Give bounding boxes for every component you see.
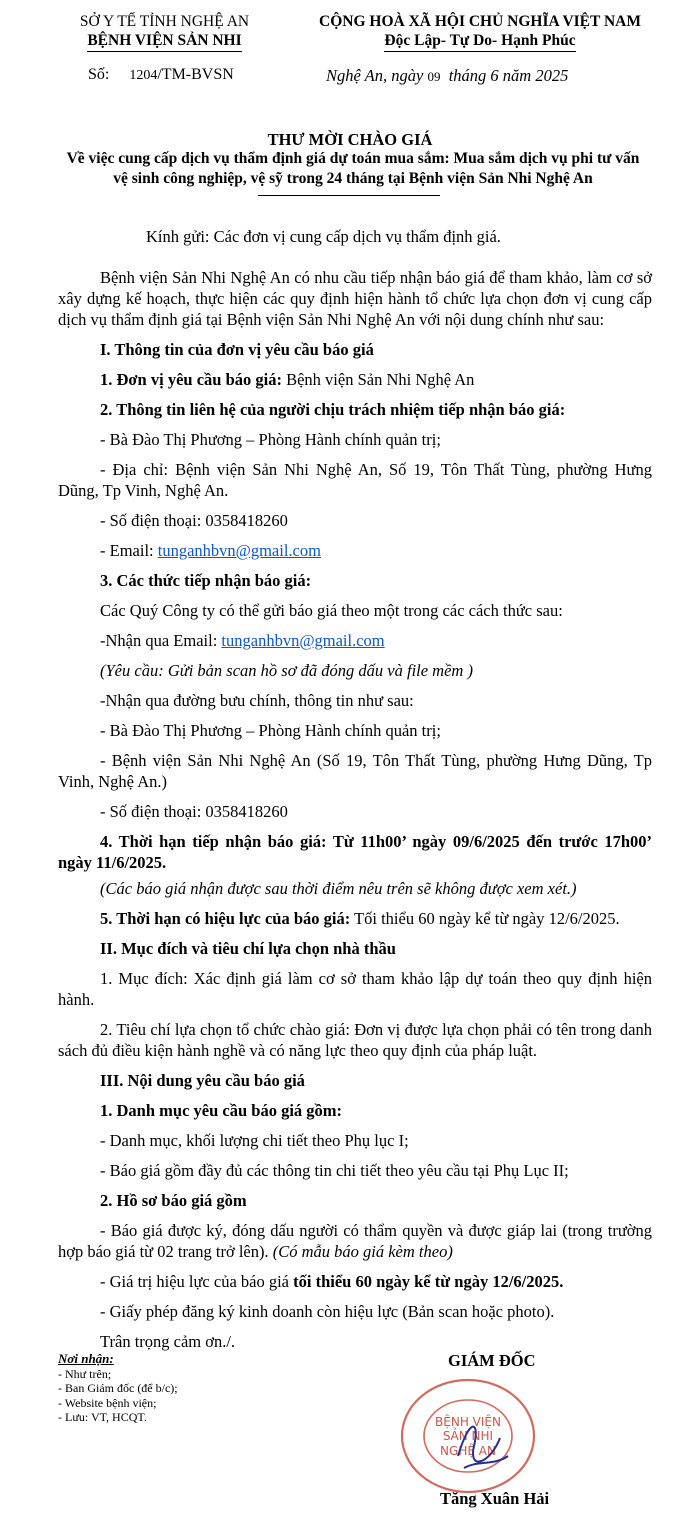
- quote-docs-item-1: - Báo giá được ký, đóng dấu người có thẩm quyền và được giáp lai (trong trường hợp báo giá từ 02 trang trở lên). (Có mẫu báo giá kèm theo): [58, 1221, 652, 1261]
- recipient-item: - Như trên;: [58, 1366, 112, 1381]
- recipient-item: - Website bệnh viện;: [58, 1395, 157, 1410]
- seal-text: BỆNH VIỆN: [435, 1415, 501, 1429]
- quote-docs-item-3: - Giấy phép đăng ký kinh doanh còn hiệu lực (Bản scan hoặc photo).: [100, 1302, 555, 1321]
- email-link[interactable]: tunganhbvn@gmail.com: [157, 541, 321, 560]
- contact-phone: - Số điện thoại: 0358418260: [100, 511, 288, 530]
- seal-text: SẢN NHI: [442, 1429, 494, 1443]
- hospital-name: BỆNH VIỆN SẢN NHI: [87, 31, 241, 52]
- purpose-paragraph: 1. Mục đích: Xác định giá làm cơ sở tham khảo lập dự toán theo quy định hiện hành.: [58, 969, 652, 1009]
- contact-person: - Bà Đào Thị Phương – Phòng Hành chính quản trị;: [100, 430, 441, 449]
- receive-deadline: 4. Thời hạn tiếp nhận báo giá: Từ 11h00’ ngày 09/6/2025 đến trước 17h00’ ngày 11/6/2025.: [58, 832, 652, 872]
- ministry-name: SỞ Y TẾ TỈNH NGHỆ AN: [79, 13, 250, 30]
- section-3-heading: III. Nội dung yêu cầu báo giá: [100, 1071, 305, 1090]
- signer-position: GIÁM ĐỐC: [448, 1351, 536, 1370]
- quote-validity: 5. Thời hạn có hiệu lực của báo giá: Tối thiểu 60 ngày kể từ ngày 12/6/2025.: [100, 909, 620, 928]
- post-address: - Bệnh viện Sản Nhi Nghệ An (Số 19, Tôn Thất Tùng, phường Hưng Dũng, Tp Vinh, Nghệ An.): [58, 751, 652, 791]
- recipients-heading: Nơi nhận:: [58, 1351, 114, 1366]
- document-body: [58, 226, 652, 1361]
- recipient-item: - Ban Giám đốc (để b/c);: [58, 1381, 178, 1395]
- quote-docs-heading: 2. Hồ sơ báo giá gồm: [100, 1191, 247, 1210]
- section-1-heading: I. Thông tin của đơn vị yêu cầu báo giá: [100, 340, 374, 359]
- receive-via-email: -Nhận qua Email: tunganhbvn@gmail.com: [100, 631, 385, 650]
- receive-via-post: -Nhận qua đường bưu chính, thông tin như sau:: [100, 691, 414, 710]
- signer-name: Tăng Xuân Hải: [440, 1489, 550, 1508]
- receive-method-heading: 3. Các thức tiếp nhận báo giá:: [100, 571, 312, 590]
- requesting-unit: 1. Đơn vị yêu cầu báo giá: Bệnh viện Sản Nhi Nghệ An: [100, 370, 475, 389]
- subject-underline: [258, 195, 440, 196]
- seal-text: NGHỆ AN: [440, 1444, 496, 1458]
- document-number: Số: 1204/TM-BVSN: [88, 66, 234, 83]
- national-motto: Độc Lập- Tự Do- Hạnh Phúc: [384, 31, 575, 52]
- header-right: [270, 12, 690, 52]
- official-seal-icon: [398, 1376, 538, 1496]
- document-title: THƯ MỜI CHÀO GIÁ: [267, 130, 433, 149]
- recipients-block: [58, 1352, 178, 1425]
- document-date: Nghệ An, ngày 09 tháng 6 năm 2025: [326, 66, 569, 85]
- receive-method-intro: Các Quý Công ty có thể gửi báo giá theo một trong các cách thức sau:: [100, 601, 563, 620]
- recipient-item: - Lưu: VT, HCQT.: [58, 1410, 147, 1424]
- quote-docs-item-2: - Giá trị hiệu lực của báo giá tối thiểu 60 ngày kể từ ngày 12/6/2025.: [100, 1272, 564, 1291]
- receive-email-link[interactable]: tunganhbvn@gmail.com: [221, 631, 385, 650]
- receive-email-note: (Yêu cầu: Gửi bản scan hồ sơ đã đóng dấu và file mềm ): [100, 661, 473, 680]
- quote-list-item-2: - Báo giá gồm đầy đủ các thông tin chi tiết theo yêu cầu tại Phụ Lục II;: [100, 1161, 569, 1180]
- header-left: [52, 12, 277, 52]
- intro-paragraph: Bệnh viện Sản Nhi Nghệ An có nhu cầu tiếp nhận báo giá để tham khảo, làm cơ sở xây dựng kế hoạch, thực hiện các quy định hiện hành tổ chức lựa chọn đơn vị cung cấp dịch vụ thẩm định giá tại Bệnh viện Sản Nhi Nghệ An với nội dung chính như sau:: [58, 268, 652, 329]
- contact-address: - Địa chỉ: Bệnh viện Sản Nhi Nghệ An, Số 19, Tôn Thất Tùng, phường Hưng Dũng, Tp Vinh, Nghệ An.: [58, 460, 652, 500]
- quote-list-item-1: - Danh mục, khối lượng chi tiết theo Phụ lục I;: [100, 1131, 409, 1150]
- post-phone: - Số điện thoại: 0358418260: [100, 802, 288, 821]
- closing-line: Trân trọng cảm ơn./.: [100, 1332, 236, 1351]
- post-person: - Bà Đào Thị Phương – Phòng Hành chính quản trị;: [100, 721, 441, 740]
- contact-heading: 2. Thông tin liên hệ của người chịu trách nhiệm tiếp nhận báo giá:: [100, 400, 566, 419]
- section-2-heading: II. Mục đích và tiêu chí lựa chọn nhà thầu: [100, 939, 396, 958]
- quote-list-heading: 1. Danh mục yêu cầu báo giá gồm:: [100, 1101, 343, 1120]
- document-subject: Về việc cung cấp dịch vụ thẩm định giá dự toán mua sắm: Mua sắm dịch vụ phi tư vấn vệ sinh công nghiệp, vệ sỹ trong 24 tháng tại Bệnh viện Sản Nhi Nghệ An: [66, 150, 640, 187]
- greeting: Kính gửi: Các đơn vị cung cấp dịch vụ thẩm định giá.: [146, 227, 501, 246]
- country-name: CỘNG HOÀ XÃ HỘI CHỦ NGHĨA VIỆT NAM: [319, 13, 641, 30]
- receive-deadline-note: (Các báo giá nhận được sau thời điểm nêu trên sẽ không được xem xét.): [100, 879, 577, 898]
- criteria-paragraph: 2. Tiêu chí lựa chọn tổ chức chào giá: Đơn vị được lựa chọn phải có tên trong danh sách đủ điều kiện hành nghề và có năng lực theo quy định của pháp luật.: [58, 1020, 652, 1060]
- contact-email: - Email: tunganhbvn@gmail.com: [100, 541, 321, 560]
